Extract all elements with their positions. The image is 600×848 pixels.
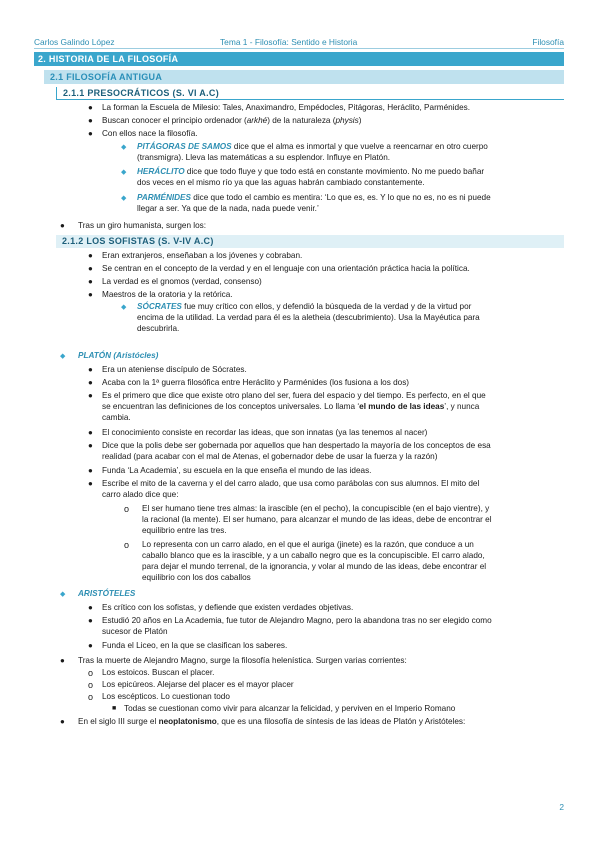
list-item: Es el primero que dice que existe otro plano del ser, fuera del espacio y del tiempo. Es perfecto, en el que: [102, 391, 486, 400]
bullet-icon: ●: [88, 479, 93, 488]
section-platon: PLATÓN (Aristócles): [78, 351, 159, 360]
list-item: Dice que la polis debe ser gobernada por aquellos que han despertado la mayoría de los conceptos de esa: [102, 441, 491, 450]
list-item: PITÁGORAS DE SAMOS dice que el alma es inmortal y que vuelve a reencarnar en otro cuerpo: [137, 142, 488, 151]
page-number: 2: [559, 802, 564, 812]
sub-item-cont: caballo blanco que es la irascible, y a un caballo negro que es la concupiscible. El carro alado,: [142, 551, 485, 560]
list-item-cont: llegar a ser. Ya que de la nada, nada puede venir.’: [137, 204, 319, 213]
sub-item-cont: para dejar el mundo terrenal, de la ignorancia, y volar al mundo de las ideas, debe encontrar el: [142, 562, 487, 571]
list-item: Con ellos nace la filosofía.: [102, 129, 198, 138]
header-subject: Filosofía: [532, 37, 564, 47]
page-header: [34, 37, 564, 49]
bullet-icon: ●: [88, 251, 93, 260]
list-item: HERÁCLITO dice que todo fluye y que todo está en constante movimiento. No me puedo bañar: [137, 167, 485, 176]
list-item-cont: carro alado dice que:: [102, 490, 179, 499]
list-item-cont: dos veces en el mismo río ya que las aguas habrán cambiado constantemente.: [137, 178, 425, 187]
circle-bullet-icon: o: [124, 504, 130, 514]
bullet-icon: ●: [88, 365, 93, 374]
list-item-cont: realidad (para acabar con el mal de Atenas, el gobernador debe de usar la fuerza y la razón): [102, 452, 438, 461]
list-item: Es crítico con los sofistas, y defiende que existen verdades objetivas.: [102, 603, 354, 612]
list-item: La verdad es el gnomos (verdad, consenso): [102, 277, 262, 286]
header-author: Carlos Galindo López: [34, 37, 115, 47]
heading-presocraticos: 2.1.1 PRESOCRÁTICOS (S. VI A.C): [56, 87, 564, 100]
list-item-cont: sucesor de Platón: [102, 627, 168, 636]
circle-bullet-icon: o: [124, 540, 130, 550]
list-item: La forman la Escuela de Milesio: Tales, Anaximandro, Empédocles, Pitágoras, Heráclito, Parménides.: [102, 103, 471, 112]
diamond-bullet-icon: ◆: [121, 144, 127, 151]
diamond-bullet-icon: ◆: [121, 195, 127, 202]
list-item-cont: descubrirla.: [137, 324, 180, 333]
bullet-icon: ●: [88, 428, 93, 437]
bullet-icon: ●: [88, 378, 93, 387]
list-item: Maestros de la oratoria y la retórica.: [102, 290, 233, 299]
list-item: Eran extranjeros, enseñaban a los jóvenes y cobraban.: [102, 251, 303, 260]
circle-bullet-icon: o: [88, 692, 94, 702]
list-item: Funda el Liceo, en la que se clasifican los saberes.: [102, 641, 288, 650]
list-item: PARMÉNIDES dice que todo el cambio es mentira: ‘Lo que es, es. Y lo que no es, no es ni puede: [137, 193, 491, 202]
section-aristoteles: ARISTÓTELES: [78, 589, 136, 598]
sub-item: El ser humano tiene tres almas: la irascible (en el pecho), la concupiscible (en el bajo vientre), y: [142, 504, 490, 513]
sub-item-cont: la racional (la mente). El ser humano, para alcanzar el mundo de las ideas, debe de encontrar el: [142, 515, 492, 524]
list-item: Acaba con la 1ª guerra filosófica entre Heráclito y Parménides (los fusiona a los dos): [102, 378, 410, 387]
bullet-icon: ●: [88, 129, 93, 138]
circle-bullet-icon: o: [88, 668, 94, 678]
list-item: Tras la muerte de Alejandro Magno, surge la filosofía helenística. Surgen varias corrientes:: [78, 656, 407, 665]
list-item: En el siglo III surge el neoplatonismo, que es una filosofía de síntesis de las ideas de Platón y Aristóteles:: [78, 717, 466, 726]
bullet-icon: ●: [88, 264, 93, 273]
bullet-icon: ●: [88, 441, 93, 450]
list-item: Se centran en el concepto de la verdad y en el lenguaje con una orientación práctica hacia la política.: [102, 264, 470, 273]
bullet-icon: ●: [88, 103, 93, 112]
circle-bullet-icon: o: [88, 680, 94, 690]
list-item: Estudió 20 años en La Academia, fue tutor de Alejandro Magno, pero la abandona tras no ser elegido como: [102, 616, 492, 625]
bullet-icon: ●: [88, 391, 93, 400]
diamond-bullet-icon: ◆: [60, 591, 66, 598]
list-item: Escribe el mito de la caverna y el del carro alado, que usa como parábolas con sus alumnos. El mito del: [102, 479, 480, 488]
bullet-icon: ●: [60, 717, 65, 726]
square-bullet-icon: ■: [112, 705, 117, 712]
list-item: El conocimiento consiste en recordar las ideas, que son innatas (ya las tenemos al nacer): [102, 428, 428, 437]
sub-item: Los escépticos. Lo cuestionan todo: [102, 692, 230, 701]
bullet-icon: ●: [88, 603, 93, 612]
heading-historia: 2. HISTORIA DE LA FILOSOFÍA: [34, 52, 564, 66]
bullet-icon: ●: [88, 277, 93, 286]
list-item: SÓCRATES fue muy crítico con ellos, y defendió la búsqueda de la verdad y de la virtud por: [137, 302, 472, 311]
sub-item-cont: equilibrio con los dos caballos: [142, 573, 251, 582]
heading-filosofia-antigua: 2.1 FILOSOFÍA ANTIGUA: [44, 70, 564, 84]
bullet-icon: ●: [88, 466, 93, 475]
sub-item: Lo representa con un carro alado, en el que el auriga (jinete) es la razón, que conduce a un: [142, 540, 474, 549]
bullet-icon: ●: [88, 641, 93, 650]
diamond-bullet-icon: ◆: [121, 169, 127, 176]
bullet-icon: ●: [88, 290, 93, 299]
list-item-cont: se encuentran las definiciones de los conceptos universales. Lo llama ‘el mundo de las ideas’, y nunca: [102, 402, 480, 411]
sub-sub-item: Todas se cuestionan como vivir para alcanzar la felicidad, y perviven en el Imperio Romano: [124, 704, 456, 713]
list-item-cont: (transmigra). Lleva las matemáticas a su esplendor. Influye en Platón.: [137, 153, 391, 162]
sub-item-cont: equilibrio entre las tres.: [142, 526, 227, 535]
list-item: Era un ateniense discípulo de Sócrates.: [102, 365, 247, 374]
list-item: Buscan conocer el principio ordenador (arkhé) de la naturaleza (physis): [102, 116, 362, 125]
heading-sofistas: 2.1.2 LOS SOFISTAS (S. V-IV A.C): [56, 235, 564, 248]
sub-item: Los estoicos. Buscan el placer.: [102, 668, 215, 677]
list-item: Funda ‘La Academia’, su escuela en la que enseña el mundo de las ideas.: [102, 466, 372, 475]
sub-item: Los epicúreos. Alejarse del placer es el mayor placer: [102, 680, 294, 689]
list-item-cont: encima de la utilidad. La verdad para él es la aletheia (descubrimiento). Usa la Mayéutica para: [137, 313, 480, 322]
header-topic: Tema 1 - Filosofía: Sentido e Historia: [220, 37, 358, 47]
diamond-bullet-icon: ◆: [121, 304, 127, 311]
list-item-cont: cambia.: [102, 413, 131, 422]
bullet-icon: ●: [88, 616, 93, 625]
bullet-icon: ●: [88, 116, 93, 125]
diamond-bullet-icon: ◆: [60, 353, 66, 360]
list-item: Tras un giro humanista, surgen los:: [78, 221, 207, 230]
bullet-icon: ●: [60, 221, 65, 230]
bullet-icon: ●: [60, 656, 65, 665]
